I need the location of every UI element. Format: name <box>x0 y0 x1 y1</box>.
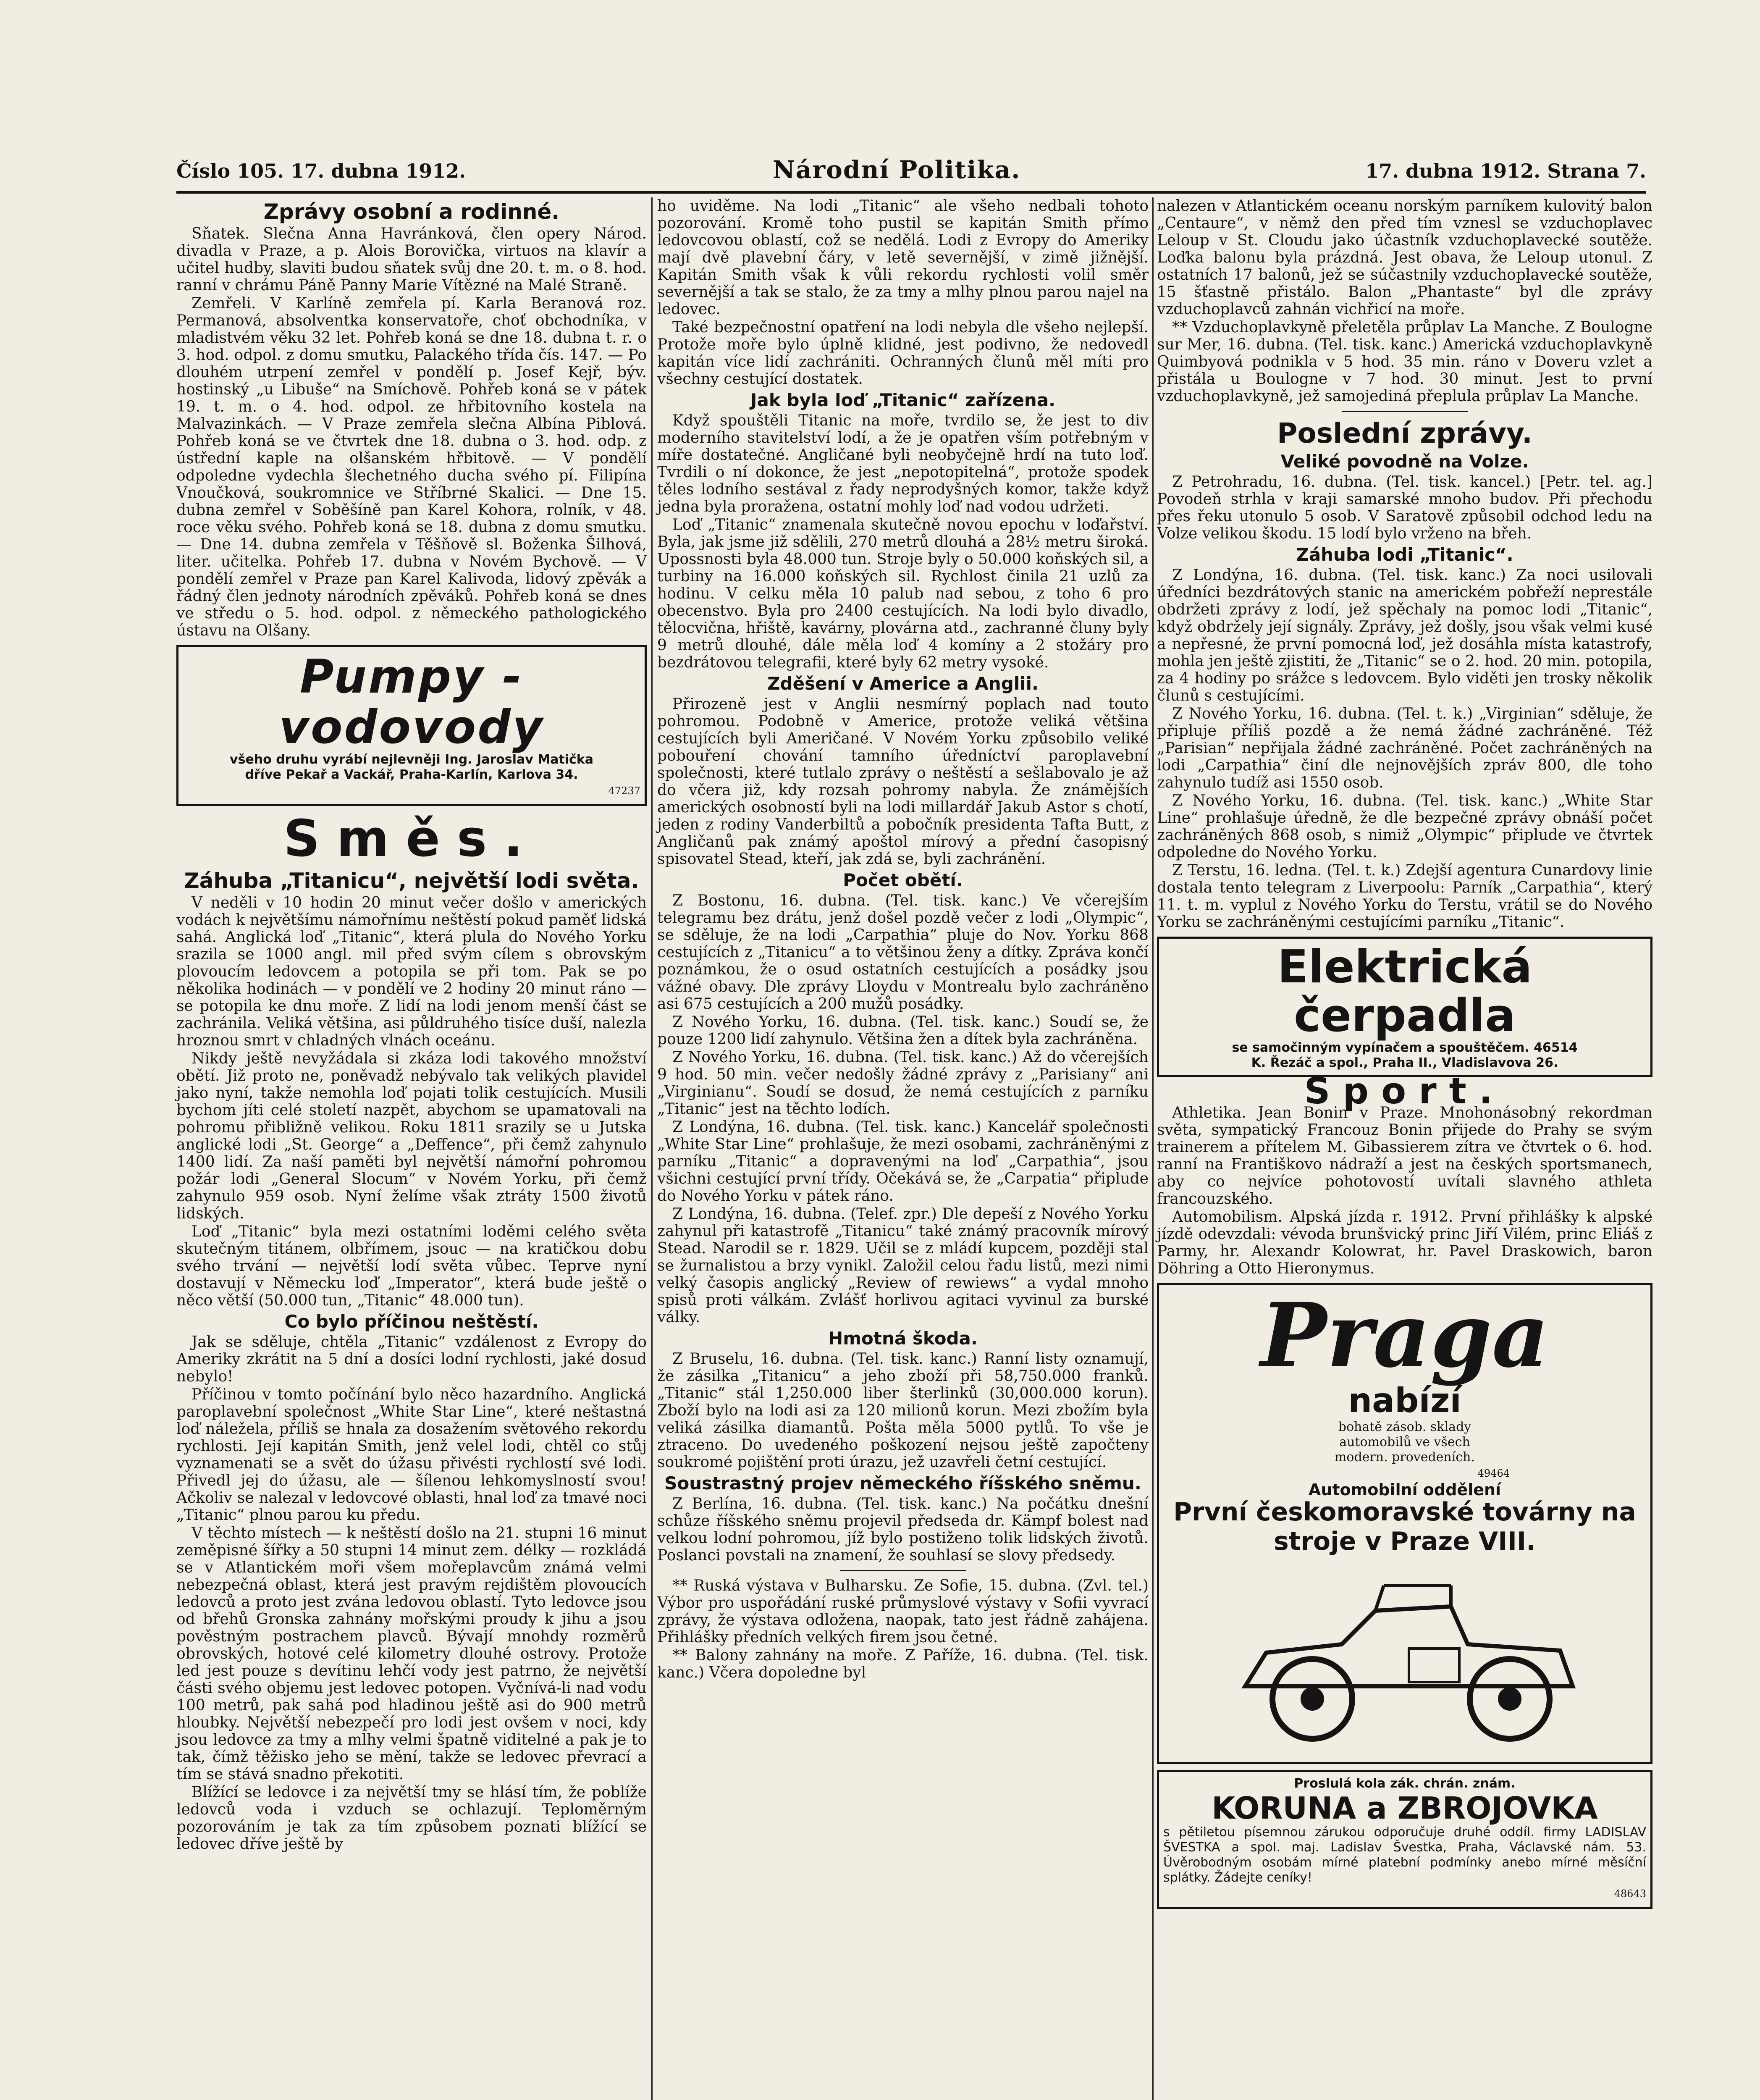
section-title-sport: Sport. <box>1304 1070 1506 1112</box>
article-paragraph: Z Bruselu, 16. dubna. (Tel. tisk. kanc.) Ranní listy oznamují, že zásilka „Titanicu“ a jeho zboží při 58,750.000 franků. „Titanic“ stál 1,250.000 liber šterlinků (30,000.000 korun). Zboží bylo na lodi asi za 120 milionů korun. Mezi zbožím byla veliká zásilka diamantů. Pošta měla 5000 pytlů. To vše je ztraceno. Do uvedeného poškození nejsou ještě započteny soukromé pojištění proti úrazu, jež uzavřeli četní cestující. <box>657 1350 1149 1471</box>
article-paragraph: Z Petrohradu, 16. dubna. (Tel. tisk. kancel.) [Petr. tel. ag.] Povodeň strhla v kraji samarské mnoho budov. Při přechodu přes řeku utonulo 5 osob. V Saratově způsobil odchod ledu na Volze velikou škodu. 15 lodí bylo vrženo na břeh. <box>1157 473 1652 542</box>
article-paragraph: Z Bostonu, 16. dubna. (Tel. tisk. kanc.) Ve včerejším telegramu bez drátu, jenž došel pozdě večer z lodi „Olympic“, se sděluje, že na lodi „Carpathia“ pluje do Nov. Yorku 868 cestujících z „Titanicu“ a to většinou ženy a dítky. Zpráva končí poznámkou, že o osud ostatních cestujících a posádky jsou vážné obavy. Dle zprávy Lloydu v Montrealu bylo zachráněno asi 675 cestujících a 200 mužů posádky. <box>657 892 1149 1013</box>
column-3 <box>1157 197 1652 1915</box>
divider <box>1342 411 1468 412</box>
ad-praga-dept: Automobilní oddělení <box>1308 1480 1501 1499</box>
article-paragraph: Přirozeně jest v Anglii nesmírný poplach nad touto pohromou. Podobně v Americe, protože veliká většina cestujících byli Američané. V Novém Yorku způsobilo veliké pobouření chování tamního úředníctví paroplavební společnosti, které tutlalo zprávy o neštěstí a sešlabovalo je až do včera již, kdy rozsah pohromy nabyla. Že známějších amerických osobností byli na lodi millardář Jakub Astor s chotí, jeden z rodiny Vanderbiltů a pobočník presidenta Tafta Butt, z Angličanů pak známý apoštol mírový a přední časopisný spisovatel Stead, kteří, jak zdá se, byli zachránění. <box>657 696 1149 868</box>
subheading-floods: Veliké povodně na Volze. <box>1280 451 1529 472</box>
article-paragraph: ** Vzduchoplavkyně přeletěla průplav La Manche. Z Boulogne sur Mer, 16. dubna. (Tel. tisk. kanc.) Americká vzduchoplavkyně Quimbyová podnikla v 5 hod. 35 min. ráno v Doveru vzlet a přistála u Boulogne v 7 hod. 30 minut. Jest to první vzduchoplavkyně, jež samojediná přeplula průplav La Manche. <box>1157 319 1652 405</box>
article-paragraph: Z Terstu, 16. ledna. (Tel. t. k.) Zdejší agentura Cunardovy linie dostala tento telegram z Liverpoolu: Parník „Carpathia“, který 11. t. m. vyplul z Nového Yorku do Terstu, vrátil se do Nového Yorku se zachráněnými cestujícími parníku „Titanic“. <box>1157 862 1652 931</box>
ad-electric-pumps-title: Elektrická čerpadla <box>1277 941 1532 1042</box>
article-paragraph: Z Nového Yorku, 16. dubna. (Tel. tisk. kanc.) „White Star Line“ prohlašuje úředně, že dle bezpečné zprávy obnáší počet zachráněných 868 osob, s nimiž „Olympic“ připlude ve čtvrtek odpoledne do Nového Yorku. <box>1157 792 1652 861</box>
article-paragraph: ** Ruská výstava v Bulharsku. Ze Sofie, 15. dubna. (Zvl. tel.) Výbor pro uspořádání ruské průmyslové výstavy v Sofii vyvrací zprávy, že výstava odložena, naopak, tato jest řádně zahájena. Přihlášky předních velkých firem jsou četné. <box>657 1577 1149 1646</box>
issue-info: Číslo 105. 17. dubna 1912. <box>176 160 466 182</box>
subheading-condolence: Soustrastný projev německého říšského sněmu. <box>664 1473 1141 1494</box>
article-paragraph: V neděli v 10 hodin 20 minut večer došlo v amerických vodách k největšímu námořnímu neštěstí pokud paměť lidská sahá. Anglická loď „Titanic“, která plula do Nového Yorku srazila se 1000 angl. mil před svým cílem s obrovským plovoucím ledovcem a potopila se při tom. Pak se po několika hodinách — v pondělí ve 2 hodiny 20 minut ráno — se potopila ke dnu moře. Z lidí na lodi jenom menší část se zachránila. Veliká většina, asi půldruhého tisíce duší, nalezla hroznou smrt v chladných vlnách oceánu. <box>176 894 647 1049</box>
article-paragraph: Z Londýna, 16. dubna. (Telef. zpr.) Dle depeší z Nového Yorku zahynul při katastrofě „Titanicu“ také známý pracovník mírový Stead. Narodil se r. 1829. Učil se z mládí kupcem, později stal se žurnalistou a brzy vynikl. Založil celou řadu listů, mezi nimi velký časopis anglický „Review of rewiews“ a vydal mnoho spisů proti válkám. Zvlášť horlivou agitaci vyvinul za burské války. <box>657 1205 1149 1326</box>
ad-koruna <box>1157 1770 1652 1909</box>
column-divider-1 <box>651 197 653 2100</box>
article-paragraph: Zemřeli. V Karlíně zemřela pí. Karla Beranová roz. Permanová, absolventka konservatoře, choť obchodníka, v mladistvém věku 32 let. Pohřeb koná se dne 18. dubna t. r. o 3. hod. odpol. z domu smutku, Palackého třída čís. 147. — Po dlouhém utrpení zemřel v pondělí p. Josef Kejř, býv. hostinský „u Libuše“ na Smíchově. Pohřeb koná se v pátek 19. t. m. o 4. hod. odpol. ze hřbitovního kostela na Malvazinkách. — V Praze zemřela slečna Albína Piblová. Pohřeb koná se ve čtvrtek dne 18. dubna o 3. hod. odp. z ústřední kaple na olšanském hřbitově. — V pondělí odpoledne vydechla šlechetného ducha svého pí. Filipína Vnoučková, soukromnice ve Stříbrné Skalici. — Dne 15. dubna zemřel v Soběšíně pan Karel Kohora, rolník, v 48. roce věku svého. Pohřeb koná se 18. dubna z domu smutku. — Dne 14. dubna zemřela v Těšňově sl. Boženka Šilhová, liter. učitelka. Pohřeb 17. dubna v Novém Bychově. — V pondělí zemřel v Praze pan Karel Kalivoda, lidový zpěvák a řádný člen jednoty národních zpěváků. Pohřeb koná se dnes ve středu o 5. hod. odpol. z německého pathologického ústavu na Olšany. <box>176 295 647 639</box>
ad-koruna-title: KORUNA a ZBROJOVKA <box>1212 1790 1598 1826</box>
section-title-miscellany: Směs. <box>283 810 540 868</box>
article-title-titanic: Záhuba „Titanicu“, největší lodi světa. <box>184 869 639 893</box>
subheading-ship-equipment: Jak byla loď „Titanic“ zařízena. <box>750 390 1056 410</box>
article-paragraph: Příčinou v tomto počínání bylo něco hazardního. Anglická paroplavební společnost „White Star Line“, které neštastná loď náležela, příliš se hnala za dosažením světového rekordu rychlosti. Její kapitán Smith, jenž velel lodi, chtěl co stůj vyznamenati se a svět do úžasu přivésti rychlostí své lodi. Přivedl jej do úžasu, ale — šílenou lehkomyslností svou! Ačkoliv se nalezal v ledovcové oblasti, hnal loď za tmavé noci „Titanic“ plnou parou ku předu. <box>176 1386 647 1524</box>
ad-electric-pumps-line2: K. Řezáč a spol., Praha II., Vladislavova 26. <box>1251 1055 1558 1070</box>
article-paragraph: Také bezpečnostní opatření na lodi nebyla dle všeho nejlepší. Protože moře bylo úplně klidné, jest podivno, že nedovedl kapitán více lidí zachrániti. Ochranných člunů měl míti pro všechny cestující dostatek. <box>657 319 1149 388</box>
header-rule <box>176 191 1646 194</box>
ad-praga-line: automobilů ve všech <box>1339 1435 1470 1449</box>
article-paragraph: ** Balony zahnány na moře. Z Paříže, 16. dubna. (Tel. tisk. kanc.) Včera dopoledne byl <box>657 1647 1149 1681</box>
article-paragraph: Sňatek. Slečna Anna Havránková, člen opery Národ. divadla v Praze, a p. Alois Borovička, virtuos na klavír a učitel hudby, slaviti budou sňatek svůj dne 20. t. m. o 8. hod. ranní v chrámu Páně Panny Marie Vítězné na Malé Straně. <box>176 225 647 294</box>
article-paragraph: Z Nového Yorku, 16. dubna. (Tel. tisk. kanc.) Soudí se, že pouze 1200 lidí zahynulo. Většina žen a dítek byla zachráněna. <box>657 1013 1149 1048</box>
article-paragraph: Athletika. Jean Bonin v Praze. Mnohonásobný rekordman světa, sympatický Francouz Bonin přijede do Prahy se svým trainerem a přítelem M. Gibassierem zítra ve čtvrtek o 6. hod. ranní na Františkovo nádraží a jest na českých sportsmanech, aby co nejvíce pohotovostí uvítali slavného athleta francouzského. <box>1157 1104 1652 1208</box>
ad-pumps-title: Pumpy - vodovody <box>279 650 544 754</box>
page-header <box>176 155 1646 193</box>
divider <box>840 1570 966 1571</box>
section-title-personal-news: Zprávy osobní a rodinné. <box>263 200 560 224</box>
ad-praga-offer: nabízí <box>1348 1381 1461 1420</box>
article-paragraph: Z Londýna, 16. dubna. (Tel. tisk. kanc.) Za noci usilovali úředníci bezdrátových stanic na americkém pobřeží neprestále obdržeti zprávy z lodí, jež spěchaly na pomoc lodi „Titanic“, když obdržely její signály. Zprávy, jež došly, jsou však velmi kusé a nepřesné, že první pomocná loď, jež dosáhla místa katastrofy, mohla jen ještě zjistiti, že „Titanic“ se o 2. hod. 20 min. potopila, za 4 hodiny po srážce s ledovcem. Bylo viděti jen trosky několik člunů s cestujícími. <box>1157 567 1652 704</box>
ad-praga-line: bohatě zásob. sklady <box>1338 1420 1471 1434</box>
ad-code: 48643 <box>1614 1888 1646 1900</box>
subheading-damage: Hmotná škoda. <box>828 1328 978 1349</box>
article-paragraph: Loď „Titanic“ znamenala skutečně novou epochu v loďařství. Byla, jak jsme již sdělili, 270 metrů dlouhá a 28½ metru široká. Upossnosti byla 48.000 tun. Stroje byly o 50.000 koňských sil, a turbiny na 16.000 koňských sil. Rychlost činila 21 uzlů za hodinu. V celku měla 10 palub nad sebou, z toho 6 pro obecenstvo. Byla pro 2400 cestujících. Na lodi bylo divadlo, tělocvična, hřiště, kavárny, plovárna atd., zachranné čluny byly 9 metrů dlouhé, dále měla loď 4 komíny a 2 stožáry pro bezdrátovou telegrafii, které byly 62 metry vysoké. <box>657 516 1149 671</box>
ad-praga <box>1157 1283 1652 1764</box>
article-paragraph: Když spouštěli Titanic na moře, tvrdilo se, že jest to div moderního stavitelství lodí, a že je opatřen vším potřebným v míře dostatečné. Angličané byli neobyčejně hrdí na tuto loď. Tvrdili o ní dokonce, že jest „nepotopitelná“, protože spodek těles lodního sestával z řady neprodyšných komor, takže když jedna byla proražena, ostatní mohly loď nad vodou udržeti. <box>657 412 1149 515</box>
article-paragraph: nalezen v Atlantickém oceanu norským parníkem kulovitý balon „Centaure“, v němž den před tím vznesl se vzduchoplavec Leloup v St. Cloudu jako účastník vzduchoplavecké soutěže. Loďka balonu byla prázdná. Jest obava, že Leloup utonul. Z ostatních 17 balonů, jež se súčastnily vzduchoplavecké soutěže, 15 šťastně přistálo. Balon „Phantaste“ byl dle zprávy vzduchoplavců zahnán vichřicí na moře. <box>1157 197 1652 318</box>
subheading-cause: Co bylo příčinou neštěstí. <box>284 1311 539 1332</box>
page-info: 17. dubna 1912. Strana 7. <box>1365 160 1646 182</box>
ad-pumps <box>176 645 647 806</box>
article-paragraph: ho uviděme. Na lodi „Titanic“ ale všeho nedbali tohoto pozorování. Kromě toho pustil se kapitán Smith přímo ledovcovou oblastí, což se nedělá. Lodi z Evropy do Ameriky mají dvě plavební čáry, v letě severnější, v zimě jižnější. Kapitán Smith však k vůli rekordu rychlosti volil směr severnější a tak se stalo, že za tmy a mlhy plnou parou najel na ledovec. <box>657 197 1149 318</box>
car-illustration <box>1216 1560 1594 1754</box>
article-paragraph: V těchto místech — k neštěstí došlo na 21. stupni 16 minut zeměpisné šířky a 50 stupni 14 minut zem. délky — rozkládá se v Atlantickém moři všem mořeplavcům známá velmi nebezpečná oblast, která jest pravým rejdištěm plovoucích ledovců a proto jest zvána ledovou oblastí. Tyto ledovce jsou od břehů Gronska zahnány mořskými proudy k jihu a jsou pověstným postrachem plavců. Bývají mnohdy rozměrů obrovských, hotové celé kilometry dlouhé ostrovy. Protože led jest pouze s devítinu lehčí vody jest patrno, že největší části svého objemu jest ledovec potopen. Vyčnívá-li nad vodu 100 metrů, pak sahá pod hladinou ještě asi do 900 metrů hloubky. Největší nebezpečí pro lodi jest ovšem v noci, kdy jsou ledovce za tmy a mlhy velmi špatně viditelné a pak je to tak, čímž těžisko jeho se mění, takže se ledovec převrací a tím se stává snadno překotiti. <box>176 1525 647 1783</box>
article-paragraph: Loď „Titanic“ byla mezi ostatními loděmi celého světa skutečným titánem, olbřímem, jsouc — na kratičkou dobu svého trvání — největší lodí světa vůbec. Teprve nyní dostavují v Německu loď „Imperator“, která bude ještě o něco větší (50.000 tun, „Titanic“ 48.000 tun). <box>176 1223 647 1309</box>
ad-praga-side <box>1300 1382 1510 1482</box>
subheading-titanic-wreck: Záhuba lodi „Titanic“. <box>1296 544 1513 565</box>
ad-code: 46514 <box>1534 1040 1578 1055</box>
article-paragraph: Automobilism. Alpská jízda r. 1912. První přihlášky k alpské jízdě odevzdali: vévoda brunšvický princ Jiří Vilém, princ Eliáš z Parmy, hr. Alexandr Kolowrat, hr. Pavel Draskowich, baron Döhring a Otto Hieronymus. <box>1157 1208 1652 1277</box>
article-paragraph: Nikdy ještě nevyžádala si zkáza lodi takového množství obětí. Již proto ne, poněvadž nebývalo tak velikých plavidel jako nyní, takže nemohla loď pojati tolik cestujících. Musili bychom jíti celé století nazpět, abychom se upamatovali na pohromu přibližně velikou. Roku 1811 srazily se u Jutska anglické lodi „St. George“ a „Deffence“, při čemž zahynulo 1400 lidí. Za naší paměti byl největší námořní pohromou požár lodi „General Slocum“ v Novém Yorku, při čemž zahynulo 959 osob. Nyní želíme však ztráty 1500 životů lidských. <box>176 1050 647 1222</box>
ad-electric-pumps-line <box>1163 1040 1646 1055</box>
ad-electric-pumps-line1: se samočinným vypínačem a spouštěčem. <box>1232 1040 1529 1055</box>
article-paragraph: Jak se sděluje, chtěla „Titanic“ vzdálenost z Evropy do Ameriky zkrátit na 5 dní a dosíci lodní rychlosti, jaké dosud nebylo! <box>176 1334 647 1385</box>
subheading-alarm: Zděšení v Americe a Anglii. <box>767 673 1039 694</box>
ad-pumps-line: všeho druhu vyrábí nejlevněji Ing. Jaroslav Matička <box>230 752 593 767</box>
ad-electric-pumps <box>1157 937 1652 1077</box>
article-paragraph: Z Londýna, 16. dubna. (Tel. tisk. kanc.) Kancelář společnosti „White Star Line“ prohlašuje, že mezi osobami, zachráněnými z parníku „Titanic“ a dopravenými na loď „Carpathia“, jsou všichni cestující první třídy. Očekává se, že „Carpatia“ připlude do Nového Yorku v pátek ráno. <box>657 1118 1149 1205</box>
article-paragraph: Z Berlína, 16. dubna. (Tel. tisk. kanc.) Na počátku dnešní schůze říšského sněmu projevil předseda dr. Kämpf bolest nad velkou lodní pohromou, jíž bylo postiženo tolik lidských životů. Poslanci povstali na znamení, že souhlasí se slovy předsedy. <box>657 1495 1149 1564</box>
column-divider-2 <box>1152 197 1154 2100</box>
ad-koruna-text: s pětiletou písemnou zárukou odporučuje druhé oddíl. firmy LADISLAV ŠVESTKA a spol. maj. Ladislav Švestka, Praha, Václavské nám. 53. Úvěrobodným osobám mírné platební podmínky anebo mírné měsíční splátky. Žádejte ceníky! <box>1163 1825 1646 1885</box>
ad-praga-top <box>1163 1284 1646 1482</box>
ad-praga-factory: První českomoravské továrny na stroje v Praze VIII. <box>1173 1497 1636 1556</box>
column-2 <box>657 197 1149 1682</box>
ad-praga-line: modern. provedeních. <box>1334 1450 1475 1465</box>
subheading-victims: Počet obětí. <box>843 870 963 890</box>
article-paragraph: Z Nového Yorku, 16. dubna. (Tel. t. k.) „Virginian“ sděluje, že připluje příliš pozdě a že nemá žádné zachráněné. Též „Parisian“ nepřijala žádné zachráněné. Počet zachráněných na lodi „Carpathia“ činí dle nejnovějších zpráv 800, dle toho zahynulo tudíž asi 1550 osob. <box>1157 705 1652 791</box>
masthead: Národní Politika. <box>773 155 1021 184</box>
ad-koruna-line1: Proslulá kola zák. chrán. znám. <box>1294 1776 1516 1791</box>
section-title-latest-news: Poslední zprávy. <box>1277 417 1533 449</box>
ad-pumps-line: dříve Pekař a Vackář, Praha-Karlín, Karlova 34. <box>245 767 578 782</box>
praga-logo: Praga <box>1260 1284 1549 1387</box>
article-paragraph: Blížící se ledovce i za největší tmy se hlásí tím, že poblíže ledovců voda i vzduch se ochlazují. Teploměrným pozorováním je tak za tím způsobem poznati blížící se ledovec dříve ještě by <box>176 1784 647 1853</box>
ad-code: 49464 <box>1477 1467 1510 1479</box>
ad-code: 47237 <box>608 785 640 797</box>
article-paragraph: Z Nového Yorku, 16. dubna. (Tel. tisk. kanc.) Až do včerejších 9 hod. 50 min. večer nedošly žádné zprávy z „Parisiany“ ani „Virginianu“. Soudí se dosud, že nemá cestujících z parníku „Titanic“ jest na těchto lodích. <box>657 1049 1149 1118</box>
column-1 <box>176 197 647 1853</box>
